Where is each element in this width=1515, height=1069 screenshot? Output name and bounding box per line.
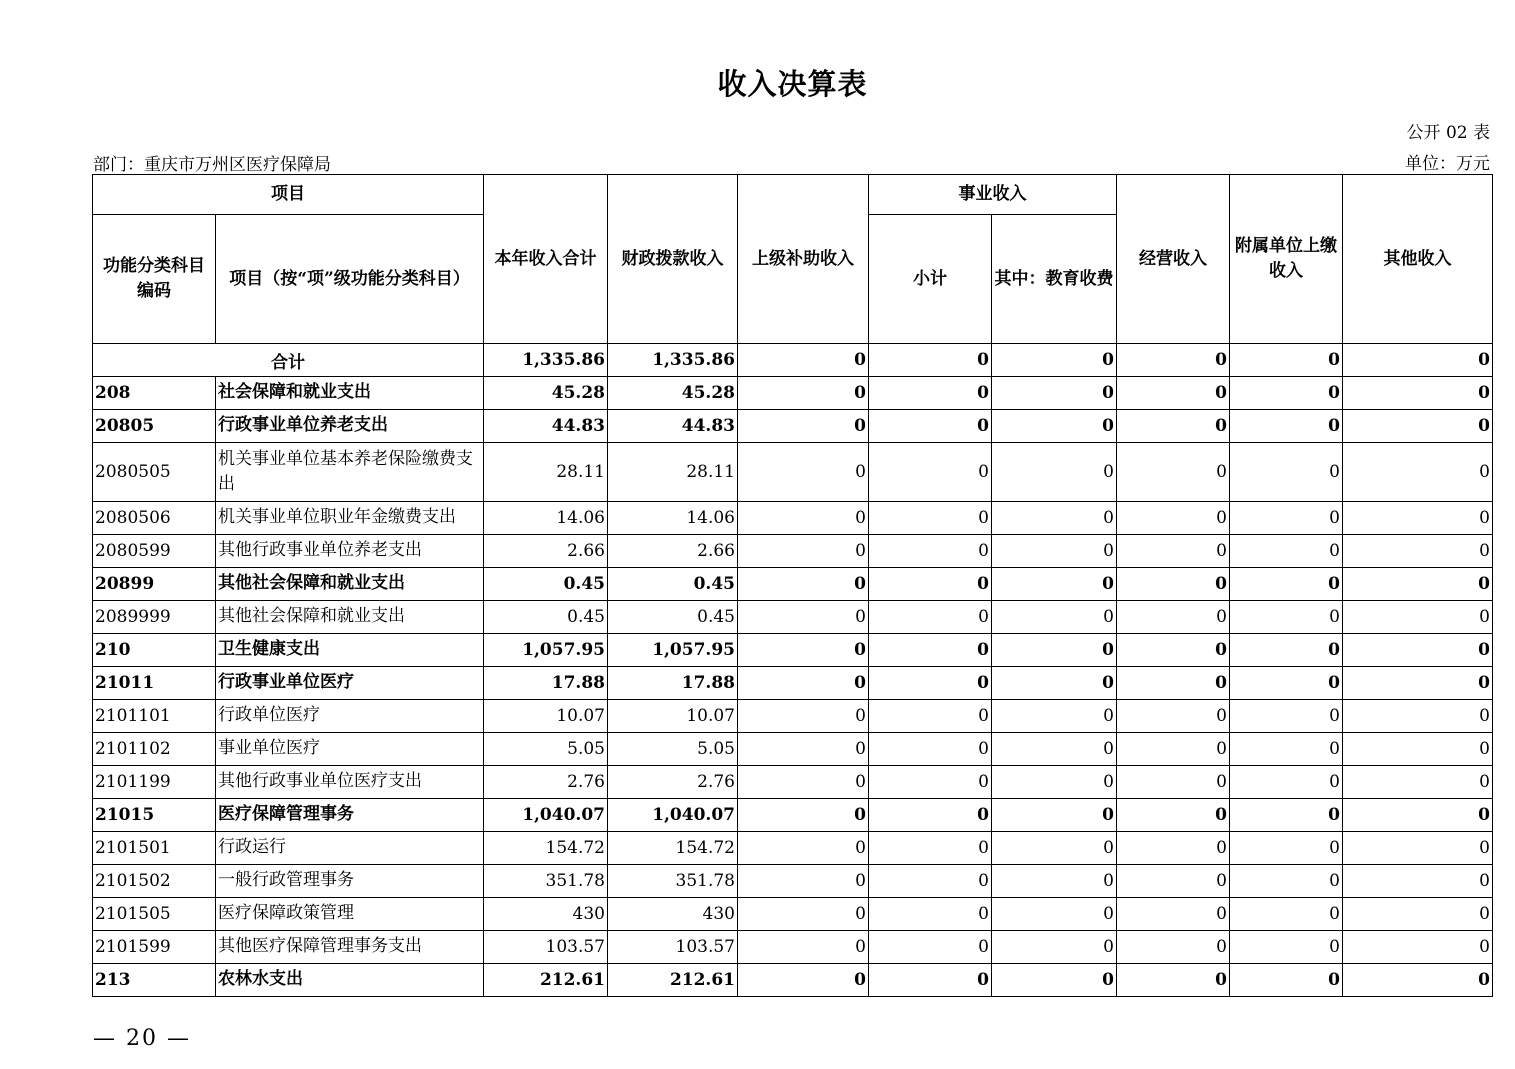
- row-code: 20899: [93, 568, 216, 601]
- table-row: [93, 535, 1493, 568]
- department-label: 部门：重庆市万州区医疗保障局: [93, 155, 331, 175]
- row-value: 0: [1343, 799, 1493, 832]
- row-value: 0: [869, 865, 992, 898]
- header-affiliated: 附属单位上缴收入: [1230, 175, 1343, 344]
- row-value: 2.66: [484, 535, 608, 568]
- row-code: 21015: [93, 799, 216, 832]
- row-name: 其他行政事业单位养老支出: [216, 535, 484, 568]
- row-name: 其他社会保障和就业支出: [216, 568, 484, 601]
- row-value: 0: [738, 377, 869, 410]
- header-fiscal: 财政拨款收入: [608, 175, 738, 344]
- row-value: 0: [1230, 535, 1343, 568]
- table-row: [93, 568, 1493, 601]
- row-name: 其他社会保障和就业支出: [216, 601, 484, 634]
- row-value: 430: [484, 898, 608, 931]
- row-name: 医疗保障政策管理: [216, 898, 484, 931]
- row-value: 0: [1117, 733, 1230, 766]
- row-value: 0: [1343, 766, 1493, 799]
- row-value: 0: [992, 733, 1117, 766]
- row-value: 0: [992, 898, 1117, 931]
- row-value: 0: [869, 601, 992, 634]
- row-value: 0: [869, 535, 992, 568]
- row-value: 0: [1117, 832, 1230, 865]
- row-value: 0: [1117, 535, 1230, 568]
- row-value: 44.83: [608, 410, 738, 443]
- table-row: [93, 634, 1493, 667]
- unit-label: 单位：万元: [1405, 154, 1490, 174]
- row-value: 2.76: [608, 766, 738, 799]
- table-row: [93, 898, 1493, 931]
- row-value: 0: [992, 410, 1117, 443]
- row-value: 0: [1230, 502, 1343, 535]
- row-name: 事业单位医疗: [216, 733, 484, 766]
- header-education: 其中：教育收费: [992, 215, 1117, 344]
- row-name: 其他行政事业单位医疗支出: [216, 766, 484, 799]
- row-value: 0: [1117, 766, 1230, 799]
- row-value: 1,057.95: [608, 634, 738, 667]
- row-value: 212.61: [608, 964, 738, 997]
- row-value: 0: [992, 535, 1117, 568]
- row-value: 103.57: [608, 931, 738, 964]
- row-value: 0: [1343, 568, 1493, 601]
- row-code: 2080506: [93, 502, 216, 535]
- row-code: 2101505: [93, 898, 216, 931]
- row-value: 0: [738, 568, 869, 601]
- row-value: 17.88: [484, 667, 608, 700]
- row-value: 17.88: [608, 667, 738, 700]
- row-value: 0: [1343, 733, 1493, 766]
- row-value: 0: [738, 898, 869, 931]
- row-value: 0: [1117, 377, 1230, 410]
- row-value: 154.72: [484, 832, 608, 865]
- row-value: 0: [738, 865, 869, 898]
- row-code: 20805: [93, 410, 216, 443]
- row-value: 0: [1230, 601, 1343, 634]
- row-value: 0: [992, 832, 1117, 865]
- row-value: 0: [1230, 410, 1343, 443]
- row-value: 5.05: [608, 733, 738, 766]
- row-value: 0: [992, 443, 1117, 502]
- row-value: 0: [738, 964, 869, 997]
- row-name: 一般行政管理事务: [216, 865, 484, 898]
- row-value: 0: [738, 667, 869, 700]
- row-value: 0: [869, 931, 992, 964]
- row-value: 0: [1117, 865, 1230, 898]
- row-value: 28.11: [608, 443, 738, 502]
- total-value: 0: [1117, 344, 1230, 377]
- row-value: 0: [869, 700, 992, 733]
- row-value: 0: [869, 799, 992, 832]
- row-value: 0: [869, 832, 992, 865]
- row-value: 28.11: [484, 443, 608, 502]
- header-item-group: 项目: [93, 175, 484, 215]
- row-value: 0: [738, 931, 869, 964]
- row-value: 0: [1117, 700, 1230, 733]
- row-value: 0: [1230, 443, 1343, 502]
- row-value: 0: [869, 964, 992, 997]
- row-value: 0: [1117, 898, 1230, 931]
- total-value: 1,335.86: [484, 344, 608, 377]
- row-value: 0: [1343, 601, 1493, 634]
- row-value: 103.57: [484, 931, 608, 964]
- row-value: 0: [1343, 410, 1493, 443]
- total-row: [93, 344, 1493, 377]
- table-row: [93, 377, 1493, 410]
- row-code: 213: [93, 964, 216, 997]
- row-value: 0: [1230, 568, 1343, 601]
- row-value: 0: [1230, 865, 1343, 898]
- row-name: 卫生健康支出: [216, 634, 484, 667]
- row-value: 0: [1117, 568, 1230, 601]
- row-value: 0: [1230, 634, 1343, 667]
- page-title: 收入决算表: [717, 67, 868, 101]
- row-value: 10.07: [484, 700, 608, 733]
- row-value: 45.28: [608, 377, 738, 410]
- row-code: 2089999: [93, 601, 216, 634]
- header-business-group: 事业收入: [869, 175, 1117, 215]
- header-other: 其他收入: [1343, 175, 1493, 344]
- row-value: 0: [1117, 799, 1230, 832]
- row-value: 0: [869, 733, 992, 766]
- row-value: 0: [992, 799, 1117, 832]
- row-name: 行政运行: [216, 832, 484, 865]
- row-name: 行政单位医疗: [216, 700, 484, 733]
- total-value: 0: [869, 344, 992, 377]
- row-value: 0: [1230, 964, 1343, 997]
- row-value: 1,040.07: [608, 799, 738, 832]
- row-value: 0: [992, 766, 1117, 799]
- row-value: 0: [1117, 634, 1230, 667]
- row-value: 0: [869, 766, 992, 799]
- row-code: 2101501: [93, 832, 216, 865]
- row-code: 2101101: [93, 700, 216, 733]
- row-value: 0: [1230, 733, 1343, 766]
- row-name: 医疗保障管理事务: [216, 799, 484, 832]
- row-value: 430: [608, 898, 738, 931]
- row-value: 0: [869, 502, 992, 535]
- row-value: 0: [1230, 700, 1343, 733]
- total-value: 0: [992, 344, 1117, 377]
- total-value: 0: [738, 344, 869, 377]
- table-row: [93, 502, 1493, 535]
- row-value: 2.76: [484, 766, 608, 799]
- row-name: 农林水支出: [216, 964, 484, 997]
- row-value: 0: [992, 377, 1117, 410]
- row-value: 0: [738, 535, 869, 568]
- row-value: 0: [1230, 898, 1343, 931]
- row-value: 0: [1117, 410, 1230, 443]
- row-value: 0: [1230, 832, 1343, 865]
- row-value: 0: [1343, 443, 1493, 502]
- row-value: 0: [738, 502, 869, 535]
- table-body: [93, 344, 1493, 997]
- row-value: 0: [992, 931, 1117, 964]
- row-value: 0.45: [484, 601, 608, 634]
- row-code: 208: [93, 377, 216, 410]
- row-value: 0: [1343, 502, 1493, 535]
- row-name: 行政事业单位养老支出: [216, 410, 484, 443]
- table-row: [93, 832, 1493, 865]
- row-value: 0: [1343, 535, 1493, 568]
- table-row: [93, 601, 1493, 634]
- row-value: 0: [1230, 931, 1343, 964]
- income-table: [92, 174, 1493, 997]
- row-value: 14.06: [484, 502, 608, 535]
- table-row: [93, 667, 1493, 700]
- row-value: 0: [1343, 700, 1493, 733]
- table-row: [93, 931, 1493, 964]
- row-value: 0: [1230, 667, 1343, 700]
- row-value: 45.28: [484, 377, 608, 410]
- row-value: 351.78: [484, 865, 608, 898]
- table-row: [93, 766, 1493, 799]
- row-value: 0: [1343, 931, 1493, 964]
- row-value: 0: [992, 667, 1117, 700]
- row-value: 0: [1343, 377, 1493, 410]
- row-value: 0.45: [608, 601, 738, 634]
- total-value: 1,335.86: [608, 344, 738, 377]
- row-name: 机关事业单位职业年金缴费支出: [216, 502, 484, 535]
- table-row: [93, 733, 1493, 766]
- row-value: 10.07: [608, 700, 738, 733]
- row-value: 0.45: [484, 568, 608, 601]
- row-value: 0: [1117, 931, 1230, 964]
- row-value: 0: [1117, 964, 1230, 997]
- row-value: 0: [869, 634, 992, 667]
- row-value: 0: [869, 667, 992, 700]
- header-total: 本年收入合计: [484, 175, 608, 344]
- row-value: 0: [869, 410, 992, 443]
- header-superior: 上级补助收入: [738, 175, 869, 344]
- row-value: 0: [738, 634, 869, 667]
- row-value: 0: [992, 568, 1117, 601]
- row-value: 212.61: [484, 964, 608, 997]
- row-value: 0: [1343, 832, 1493, 865]
- row-code: 2080599: [93, 535, 216, 568]
- header-name: 项目（按“项”级功能分类科目）: [216, 215, 484, 344]
- row-value: 0.45: [608, 568, 738, 601]
- row-value: 0: [869, 898, 992, 931]
- row-name: 其他医疗保障管理事务支出: [216, 931, 484, 964]
- row-value: 0: [1117, 601, 1230, 634]
- row-value: 0: [1343, 865, 1493, 898]
- row-value: 0: [869, 443, 992, 502]
- row-code: 2101199: [93, 766, 216, 799]
- row-value: 1,057.95: [484, 634, 608, 667]
- row-value: 0: [1230, 377, 1343, 410]
- row-value: 0: [992, 865, 1117, 898]
- row-value: 0: [992, 700, 1117, 733]
- row-code: 2101599: [93, 931, 216, 964]
- row-value: 0: [992, 601, 1117, 634]
- row-name: 行政事业单位医疗: [216, 667, 484, 700]
- row-value: 0: [738, 733, 869, 766]
- row-value: 0: [1343, 667, 1493, 700]
- row-code: 21011: [93, 667, 216, 700]
- header-subtotal: 小计: [869, 215, 992, 344]
- row-value: 0: [1343, 898, 1493, 931]
- row-value: 0: [1117, 667, 1230, 700]
- row-value: 0: [992, 502, 1117, 535]
- form-number: 公开 02 表: [1406, 123, 1490, 143]
- row-value: 14.06: [608, 502, 738, 535]
- row-code: 2101502: [93, 865, 216, 898]
- table-row: [93, 964, 1493, 997]
- table-row: [93, 865, 1493, 898]
- row-code: 2101102: [93, 733, 216, 766]
- row-value: 0: [738, 443, 869, 502]
- row-value: 0: [738, 766, 869, 799]
- row-value: 0: [738, 410, 869, 443]
- header-code: 功能分类科目编码: [93, 215, 216, 344]
- row-value: 0: [869, 377, 992, 410]
- header-operating: 经营收入: [1117, 175, 1230, 344]
- row-value: 2.66: [608, 535, 738, 568]
- row-value: 154.72: [608, 832, 738, 865]
- row-value: 351.78: [608, 865, 738, 898]
- row-value: 0: [1117, 443, 1230, 502]
- row-value: 0: [992, 634, 1117, 667]
- row-value: 0: [1230, 799, 1343, 832]
- row-value: 0: [738, 700, 869, 733]
- row-value: 1,040.07: [484, 799, 608, 832]
- row-value: 0: [738, 799, 869, 832]
- table-row: [93, 799, 1493, 832]
- row-value: 0: [738, 601, 869, 634]
- table-row: [93, 443, 1493, 502]
- table-row: [93, 410, 1493, 443]
- total-label: 合计: [93, 344, 484, 377]
- row-value: 0: [1343, 634, 1493, 667]
- row-value: 0: [1230, 766, 1343, 799]
- row-value: 0: [992, 964, 1117, 997]
- page-number: — 20 —: [93, 1026, 191, 1051]
- row-value: 0: [1117, 502, 1230, 535]
- row-value: 44.83: [484, 410, 608, 443]
- row-code: 210: [93, 634, 216, 667]
- row-value: 0: [738, 832, 869, 865]
- total-value: 0: [1343, 344, 1493, 377]
- row-value: 5.05: [484, 733, 608, 766]
- total-value: 0: [1230, 344, 1343, 377]
- row-name: 社会保障和就业支出: [216, 377, 484, 410]
- row-value: 0: [869, 568, 992, 601]
- table-row: [93, 700, 1493, 733]
- row-name: 机关事业单位基本养老保险缴费支出: [216, 443, 484, 502]
- row-value: 0: [1343, 964, 1493, 997]
- row-code: 2080505: [93, 443, 216, 502]
